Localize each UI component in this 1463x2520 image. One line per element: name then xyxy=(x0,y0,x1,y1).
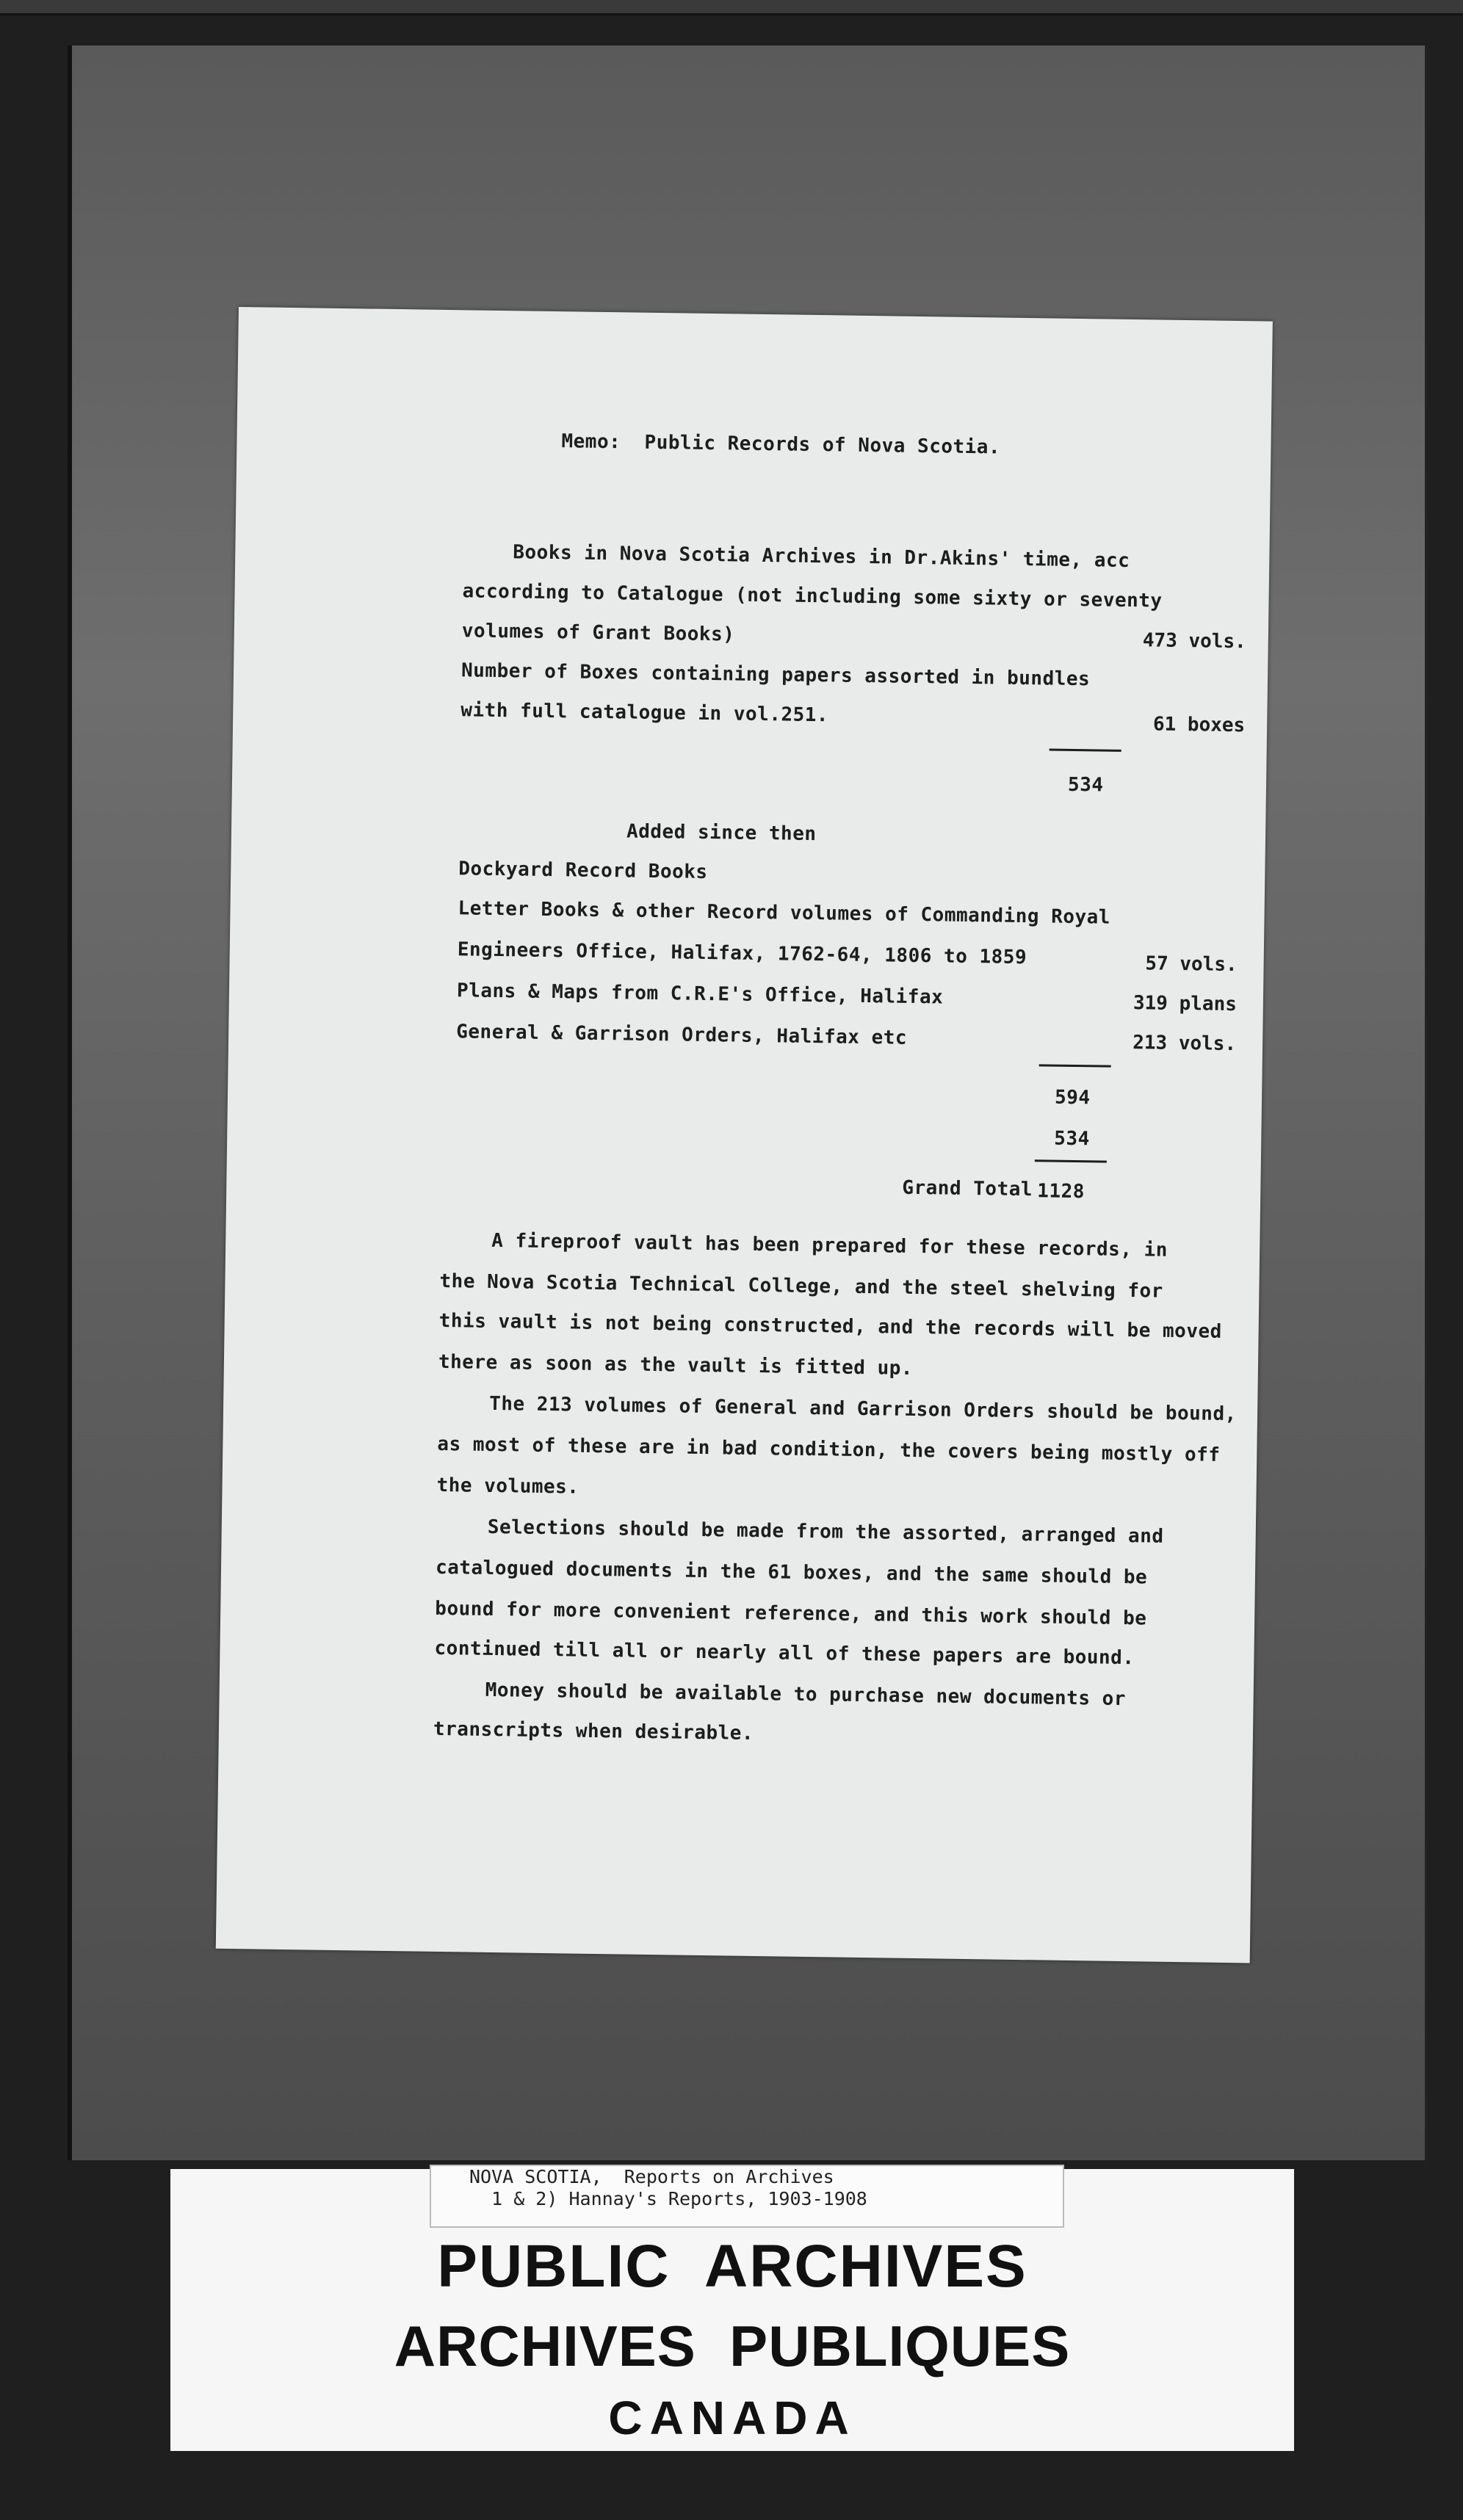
body-line: bound for more convenient reference, and this work should be xyxy=(435,1597,1147,1630)
memo-sheet xyxy=(216,307,1273,1963)
body-line: A fireproof vault has been prepared for these records, in xyxy=(491,1229,1168,1261)
canada-heading: CANADA xyxy=(608,2392,856,2444)
added-line: Engineers Office, Halifax, 1762-64, 1806 to 1859 xyxy=(457,938,1027,969)
reel-caption xyxy=(430,2165,1064,2228)
body-line: this vault is not being constructed, and the records will be moved xyxy=(438,1309,1222,1343)
archives-publiques-heading: ARCHIVES PUBLIQUES xyxy=(394,2314,1071,2378)
sum-rule xyxy=(1035,1159,1107,1162)
public-archives-heading: PUBLIC ARCHIVES xyxy=(437,2233,1027,2300)
sum-rule xyxy=(1050,748,1121,751)
added-line: Plans & Maps from C.R.E's Office, Halifax xyxy=(456,980,944,1009)
value-534: 534 xyxy=(1067,773,1104,797)
body-line: Selections should be made from the assorted, arranged and xyxy=(487,1516,1164,1548)
value-57: 57 vols. xyxy=(1145,952,1238,977)
value-534b: 534 xyxy=(1054,1127,1090,1151)
added-heading: Added since then xyxy=(626,820,817,846)
body-line: there as soon as the vault is fitted up. xyxy=(438,1350,914,1380)
caption-line-2: 1 & 2) Hannay's Reports, 1903-1908 xyxy=(469,2188,867,2209)
para1-line: according to Catalogue (not including some sixty or seventy xyxy=(462,580,1163,612)
body-line: catalogued documents in the 61 boxes, and the same should be xyxy=(435,1556,1148,1589)
film-edge xyxy=(0,0,1463,15)
value-594: 594 xyxy=(1054,1086,1091,1109)
body-line: the volumes. xyxy=(436,1474,579,1499)
value-213: 213 vols. xyxy=(1133,1032,1237,1056)
value-473: 473 vols. xyxy=(1142,629,1246,653)
grand-total-value: 1128 xyxy=(1037,1180,1085,1203)
body-line: continued till all or nearly all of these papers are bound. xyxy=(434,1637,1135,1670)
added-line: Dockyard Record Books xyxy=(458,858,708,883)
caption-line-1: NOVA SCOTIA, Reports on Archives xyxy=(469,2166,834,2187)
body-line: the Nova Scotia Technical College, and the steel shelving for xyxy=(439,1270,1163,1303)
memo-title: Memo: Public Records of Nova Scotia. xyxy=(561,430,1001,459)
para1-line: Books in Nova Scotia Archives in Dr.Akins' time, acc xyxy=(513,541,1130,572)
body-line: Money should be available to purchase new documents or xyxy=(485,1679,1127,1711)
para1-line: volumes of Grant Books) xyxy=(461,620,735,646)
body-line: The 213 volumes of General and Garrison Orders should be bound, xyxy=(488,1392,1237,1426)
sum-rule xyxy=(1039,1064,1111,1067)
added-line: Letter Books & other Record volumes of Commanding Royal xyxy=(458,897,1111,929)
value-319: 319 plans xyxy=(1133,992,1238,1016)
value-61: 61 boxes xyxy=(1152,713,1246,737)
body-line: transcripts when desirable. xyxy=(433,1717,754,1745)
body-line: as most of these are in bad condition, the covers being mostly off xyxy=(437,1433,1221,1466)
added-line: General & Garrison Orders, Halifax etc xyxy=(456,1021,908,1049)
para1-line: Number of Boxes containing papers assorted in bundles xyxy=(460,659,1091,691)
grand-total-label: Grand Total xyxy=(902,1176,1033,1201)
para1-line: with full catalogue in vol.251. xyxy=(460,699,829,727)
